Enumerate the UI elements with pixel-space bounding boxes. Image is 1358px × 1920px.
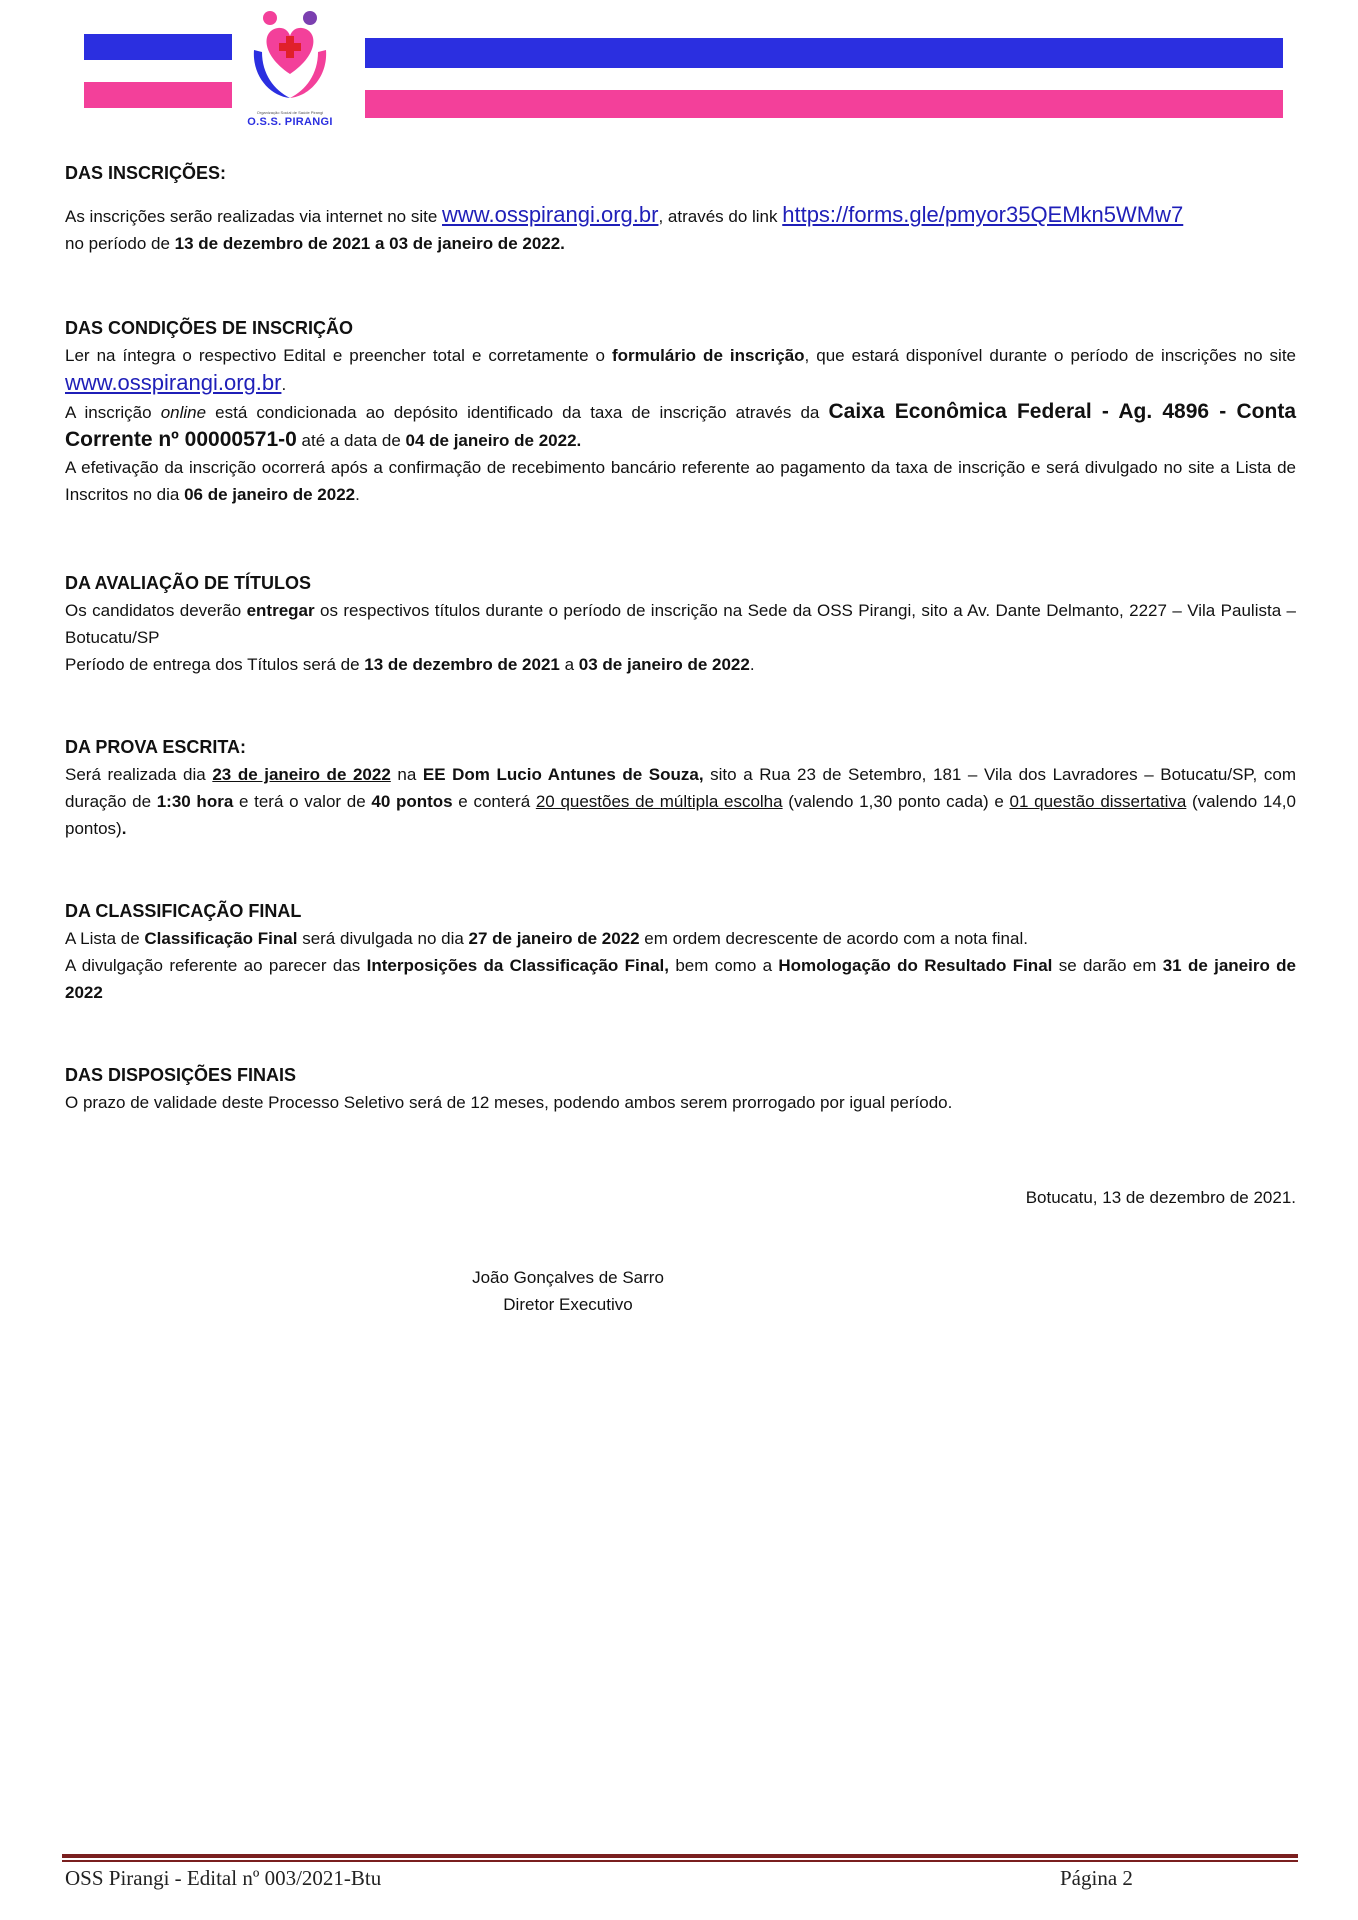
paragraph xyxy=(65,651,1296,678)
text-bold: Interposições da Classificação Final, xyxy=(366,956,670,975)
footer-page-number: Página 2 xyxy=(1060,1866,1133,1890)
text-bold: Classificação Final xyxy=(144,929,298,948)
paragraph xyxy=(65,201,1296,257)
footer-rule-thin xyxy=(62,1860,1298,1862)
text: sito a Rua 23 de Setembro, 181 – Vila dos Lavradores – Botucatu/SP, com duração de xyxy=(65,765,1296,811)
text: . xyxy=(749,655,755,674)
text: A Lista de xyxy=(65,929,145,948)
period-dates: 13 de dezembro de 2021 a 03 de janeiro de 2022. xyxy=(174,234,565,253)
section-title: DA CLASSIFICAÇÃO FINAL xyxy=(65,901,302,921)
text: em ordem decrescente de acordo com a nota final. xyxy=(639,929,1028,948)
signer-name: João Gonçalves de Sarro xyxy=(472,1268,664,1287)
text-bold: entregar xyxy=(246,601,315,620)
text: A inscrição xyxy=(65,403,161,422)
text-bold: formulário de inscrição xyxy=(612,346,805,365)
header-bar-right-blue xyxy=(365,38,1283,68)
logo-emblem-icon xyxy=(240,6,340,110)
logo-name: O.S.S. PIRANGI xyxy=(247,116,333,128)
text: e terá o valor de xyxy=(233,792,372,811)
text: (valendo 14,0 pontos) xyxy=(65,792,1296,838)
text: A divulgação referente ao parecer das xyxy=(65,956,367,975)
paragraph xyxy=(65,597,1296,651)
text: na xyxy=(390,765,423,784)
signer-role: Diretor Executivo xyxy=(503,1295,633,1314)
text-bold: 06 de janeiro de 2022 xyxy=(184,485,356,504)
text-bold: 03 de janeiro de 2022 xyxy=(578,655,750,674)
section-avaliacao-titulos xyxy=(65,570,1296,678)
text: . xyxy=(355,485,360,504)
text-bold: . xyxy=(121,819,127,838)
text: no período de xyxy=(65,234,175,253)
text-bold: 31 de janeiro de 2022 xyxy=(65,956,1297,1002)
footer-document-id: OSS Pirangi - Edital nº 003/2021-Btu xyxy=(65,1866,382,1890)
text: Será realizada dia xyxy=(65,765,213,784)
text: , que estará disponível durante o período de inscrições no site xyxy=(804,346,1296,365)
header-bar-left-blue xyxy=(84,34,232,60)
section-title: DAS INSCRIÇÕES: xyxy=(65,163,227,183)
section-title: DAS DISPOSIÇÕES FINAIS xyxy=(65,1065,297,1085)
paragraph: O prazo de validade deste Processo Seletivo será de 12 meses, podendo ambos serem prorrogado por igual período. xyxy=(65,1093,953,1112)
text: bem como a xyxy=(669,956,779,975)
text: Os candidatos deverão xyxy=(65,601,247,620)
text: se darão em xyxy=(1052,956,1163,975)
footer-rule xyxy=(62,1854,1298,1858)
header-bar-left-pink xyxy=(84,82,232,108)
document-body xyxy=(65,160,1296,1166)
text: a xyxy=(559,655,579,674)
text-underline: 20 questões de múltipla escolha xyxy=(535,792,783,811)
document-date: Botucatu, 13 de dezembro de 2021. xyxy=(1025,1188,1296,1207)
text-bold: 04 de janeiro de 2022. xyxy=(405,431,582,450)
paragraph xyxy=(65,952,1296,1006)
text-bold: 1:30 hora xyxy=(156,792,234,811)
text: será divulgada no dia xyxy=(297,929,469,948)
signature-block xyxy=(468,1264,668,1318)
section-disposicoes-finais xyxy=(65,1062,1296,1116)
paragraph xyxy=(65,761,1296,842)
paragraph xyxy=(65,925,1296,952)
paragraph xyxy=(65,398,1296,454)
text: os respectivos títulos durante o período de inscrição na Sede da OSS Pirangi, sito a Av. Dante Delmanto, 2227 – Vila Paulista – Botucatu/SP xyxy=(65,601,1296,647)
text: e conterá xyxy=(452,792,536,811)
section-title: DAS CONDIÇÕES DE INSCRIÇÃO xyxy=(65,318,354,338)
exam-location: EE Dom Lucio Antunes de Souza, xyxy=(422,765,704,784)
logo-small-text: Organização Social de Saúde Pirangi xyxy=(256,110,324,115)
header-bar-right-pink xyxy=(365,90,1283,118)
form-link[interactable]: https://forms.gle/pmyor35QEMkn5WMw7 xyxy=(782,202,1184,227)
site-link[interactable]: www.osspirangi.org.br xyxy=(65,370,282,395)
text: está condicionada ao depósito identificado da taxa de inscrição através da xyxy=(206,403,829,422)
exam-date: 23 de janeiro de 2022 xyxy=(212,765,391,784)
site-link[interactable]: www.osspirangi.org.br xyxy=(442,202,659,227)
section-classificacao-final xyxy=(65,898,1296,1006)
text: . xyxy=(281,375,287,394)
section-title: DA AVALIAÇÃO DE TÍTULOS xyxy=(65,573,311,593)
text-bold: 13 de dezembro de 2021 xyxy=(364,655,560,674)
text: A efetivação da inscrição ocorrerá após a confirmação de recebimento bancário referente ao pagamento da taxa de inscrição e será divulgado no site a Lista de Inscritos no dia xyxy=(65,458,1296,504)
text-bold: 40 pontos xyxy=(371,792,453,811)
text-italic: online xyxy=(160,403,207,422)
paragraph xyxy=(65,342,1296,398)
text: , através do link xyxy=(658,207,783,226)
oss-pirangi-logo xyxy=(240,6,340,130)
text-bold: 27 de janeiro de 2022 xyxy=(468,929,640,948)
text: Período de entrega dos Títulos será de xyxy=(65,655,365,674)
text: Ler na íntegra o respectivo Edital e preencher total e corretamente o xyxy=(65,346,612,365)
section-title: DA PROVA ESCRITA: xyxy=(65,737,247,757)
section-condicoes xyxy=(65,315,1296,508)
text: As inscrições serão realizadas via internet no site xyxy=(65,207,443,226)
text: (valendo 1,30 ponto cada) e xyxy=(782,792,1010,811)
paragraph xyxy=(65,454,1296,508)
section-inscricoes xyxy=(65,160,1296,257)
text: até a data de xyxy=(296,431,406,450)
text-underline: 01 questão dissertativa xyxy=(1009,792,1187,811)
section-prova-escrita xyxy=(65,734,1296,842)
text-bold: Homologação do Resultado Final xyxy=(778,956,1053,975)
bank-account: Caixa Econômica Federal - Ag. 4896 - Conta Corrente nº 00000571-0 xyxy=(65,400,1296,451)
